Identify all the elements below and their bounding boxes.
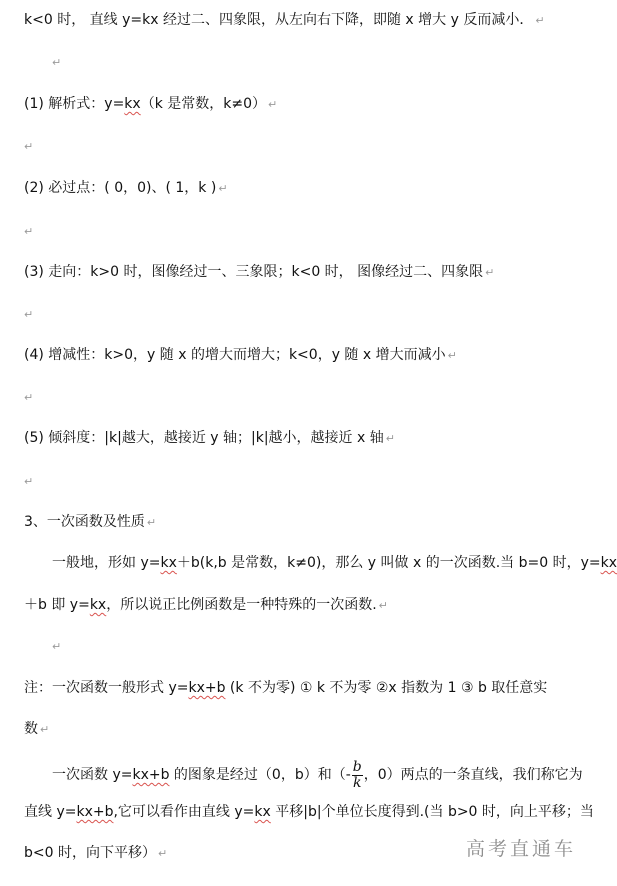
- paragraph-mark-icon: ↵: [24, 225, 34, 238]
- text-line: (1) 解析式：y=kx（k 是常数，k≠0） ↵: [24, 96, 278, 112]
- empty-line: [24, 387, 594, 407]
- paragraph-mark-icon: ↵: [24, 391, 34, 404]
- paragraph-mark-icon: ↵: [218, 182, 228, 195]
- empty-line: [24, 221, 594, 241]
- paragraph-mark-icon: ↵: [24, 475, 34, 488]
- text-line: 数 ↵: [24, 721, 50, 737]
- fraction-b-over-k: $\frac{b}{k}$: [352, 758, 362, 791]
- text-line: (4) 增减性：k>0，y 随 x 的增大而增大；k<0，y 随 x 增大而减小 ↵: [24, 347, 457, 363]
- empty-line: [52, 52, 594, 72]
- paragraph-mark-icon: ↵: [378, 599, 388, 612]
- text-line: ＋b 即 y=kx，所以说正比例函数是一种特殊的一次函数. ↵: [24, 597, 388, 613]
- paragraph-mark-icon: ↵: [268, 98, 278, 111]
- paragraph-mark-icon: ↵: [535, 14, 545, 27]
- text-line: 一般地，形如 y=kx＋b(k,b 是常数，k≠0)，那么 y 叫做 x 的一次函数.当 b=0 时，y=kx: [52, 555, 617, 571]
- paragraph-mark-icon: ↵: [52, 56, 62, 69]
- text-line: 直线 y=kx+b,它可以看作由直线 y=kx 平移|b|个单位长度得到.(当 b>0 时，向上平移；当: [24, 804, 594, 820]
- paragraph-mark-icon: ↵: [24, 308, 34, 321]
- empty-line: [52, 636, 594, 656]
- text-line: 一次函数 y=kx+b 的图象是经过（0，b）和（- $\frac{b}{k}$ ，0）两点的一条直线，我们称它为: [52, 758, 583, 791]
- paragraph-mark-icon: ↵: [485, 266, 495, 279]
- paragraph-mark-icon: ↵: [385, 432, 395, 445]
- paragraph-mark-icon: ↵: [24, 140, 34, 153]
- text-line: b<0 时，向下平移） ↵: [24, 845, 168, 861]
- text-line: (2) 必过点：( 0，0)、( 1，k ) ↵: [24, 180, 228, 196]
- text-line: (5) 倾斜度：|k|越大，越接近 y 轴；|k|越小，越接近 x 轴 ↵: [24, 430, 395, 446]
- paragraph-mark-icon: ↵: [157, 847, 168, 860]
- empty-line: [24, 304, 594, 324]
- watermark: 高考直通车: [466, 838, 577, 860]
- paragraph-mark-icon: ↵: [52, 640, 62, 653]
- paragraph-mark-icon: ↵: [447, 349, 457, 362]
- text-line: (3) 走向：k>0 时，图像经过一、三象限；k<0 时， 图像经过二、四象限 ↵: [24, 264, 495, 280]
- text-line: 注：一次函数一般形式 y=kx+b (k 不为零) ① k 不为零 ②x 指数为 1 ③ b 取任意实: [24, 680, 548, 696]
- text-line: k<0 时， 直线 y=kx 经过二、四象限，从左向右下降，即随 x 增大 y 反而减小． ↵: [24, 12, 545, 28]
- empty-line: [24, 471, 594, 491]
- section-heading: 3、一次函数及性质 ↵: [24, 514, 157, 530]
- empty-line: [24, 136, 594, 156]
- paragraph-mark-icon: ↵: [146, 516, 157, 529]
- paragraph-mark-icon: ↵: [40, 723, 50, 736]
